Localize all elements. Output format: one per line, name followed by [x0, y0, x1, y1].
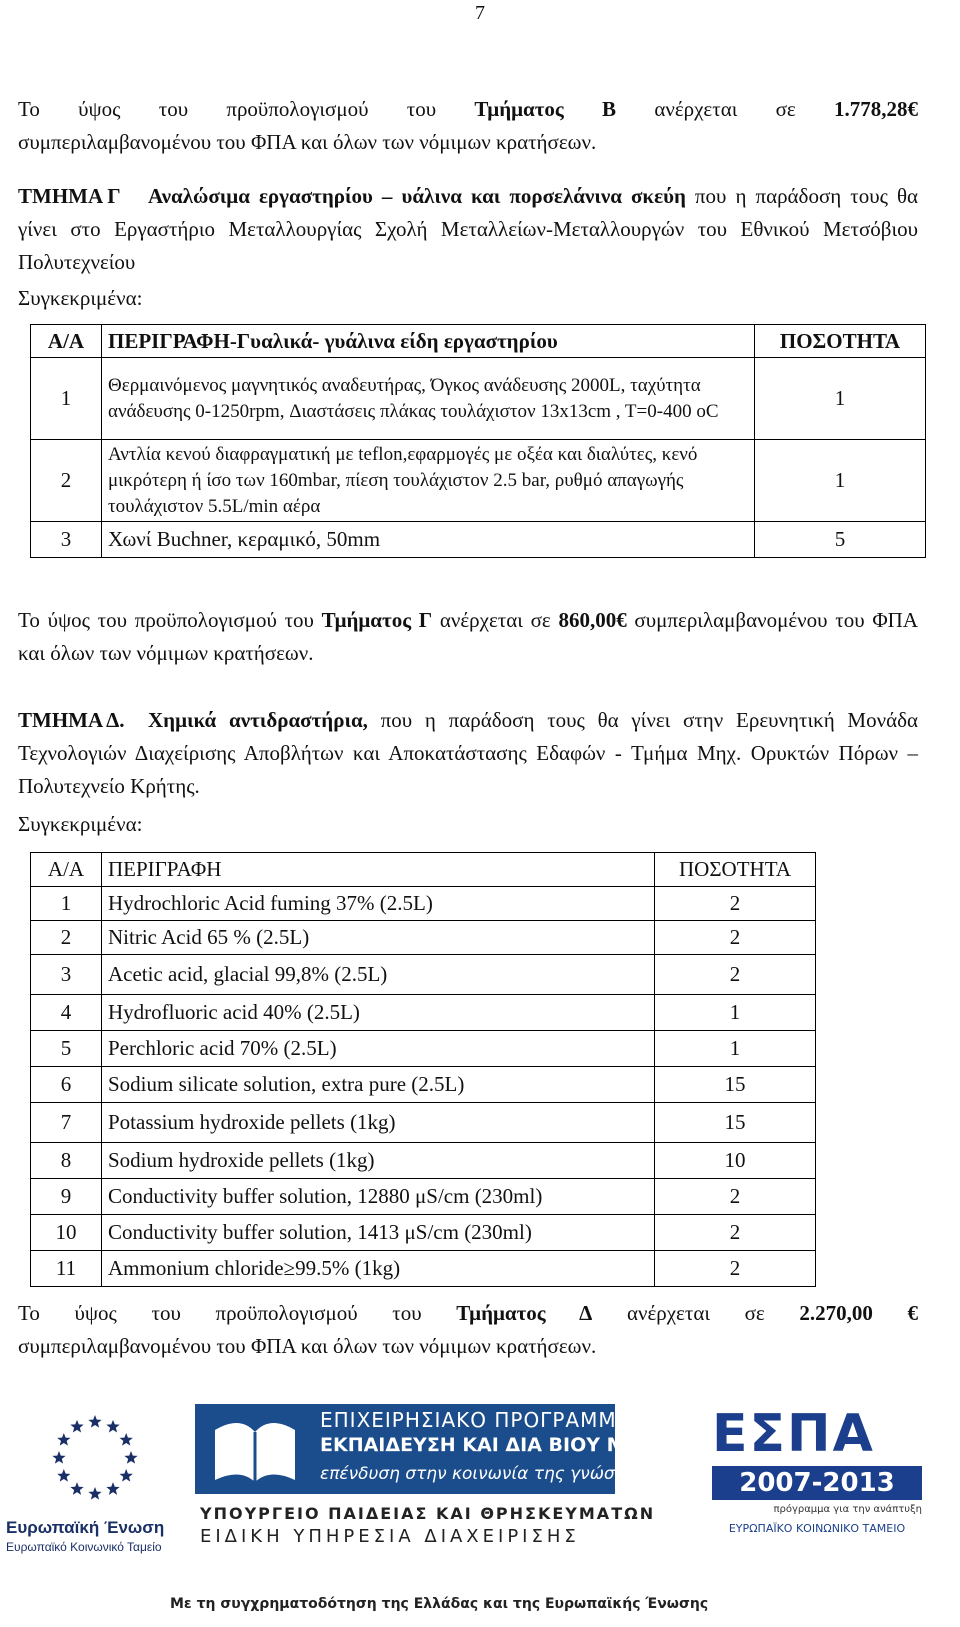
- table-row: [31, 995, 816, 1031]
- col-description: ΠΕΡΙΓΡΑΦΗ: [102, 853, 655, 887]
- section-g-label: ΤΜΗΜΑ Γ: [18, 184, 121, 208]
- row-description: Sodium hydroxide pellets (1kg): [102, 1143, 655, 1179]
- section-d-specifically: Συγκεκριμένα:: [18, 812, 143, 836]
- section-g-description: Αναλώσιμα εργαστηρίου – υάλινα και πορσελάνινα σκεύη που η παράδοση τους θα γίνει στο Εργαστήριο Μεταλλουργίας Σχολή Μεταλλείων-Μεταλλουργών του Εθνικού Μετσόβιου Πολυτεχνείου: [18, 184, 919, 274]
- table-row: [31, 1143, 816, 1179]
- eu-star-icon: [88, 1415, 101, 1428]
- op-line2: ΕΚΠΑΙΔΕΥΣΗ ΚΑΙ ΔΙΑ ΒΙΟΥ ΜΑΘΗΣΗ: [320, 1434, 702, 1456]
- eu-star-icon: [106, 1420, 119, 1433]
- row-quantity: 1: [655, 1031, 816, 1067]
- row-aa: 2: [31, 921, 102, 955]
- table-row: [31, 1251, 816, 1287]
- espa-years: 2007-2013: [712, 1466, 922, 1500]
- row-description: Χωνί Buchner, κεραμικό, 50mm: [102, 522, 755, 558]
- section-d-label: ΤΜΗΜΑ Δ.: [18, 708, 125, 732]
- row-quantity: 2: [655, 1251, 816, 1287]
- row-aa: 1: [31, 887, 102, 921]
- row-description: Nitric Acid 65 % (2.5L): [102, 921, 655, 955]
- row-description: Potassium hydroxide pellets (1kg): [102, 1103, 655, 1143]
- section-g-specifically: Συγκεκριμένα:: [18, 286, 143, 310]
- eu-star-icon: [120, 1469, 133, 1482]
- espa-logo: ΕΣΠΑ: [712, 1404, 875, 1464]
- table-row: [31, 358, 926, 440]
- row-quantity: 10: [655, 1143, 816, 1179]
- section-g-budget: Το ύψος του προϋπολογισμού του Τμήματος Γ ανέρχεται σε 860,00€ συμπεριλαμβανομένου του ΦΠΑ και όλων των νόμιμων κρατήσεων.: [18, 608, 918, 665]
- table-row: [31, 955, 816, 995]
- eu-star-icon: [70, 1420, 83, 1433]
- footer-logos: [0, 1400, 960, 1627]
- row-aa: 2: [31, 440, 102, 522]
- row-aa: 4: [31, 995, 102, 1031]
- eu-name: Ευρωπαϊκή Ένωση: [6, 1518, 165, 1537]
- book-icon: [205, 1410, 305, 1488]
- eu-flag-icon: [20, 1406, 170, 1511]
- section-d-header: [18, 704, 918, 804]
- row-quantity: 15: [655, 1103, 816, 1143]
- section-d-budget: [18, 1297, 918, 1363]
- row-aa: 1: [31, 358, 102, 440]
- row-quantity: 2: [655, 955, 816, 995]
- table-row: [31, 1067, 816, 1103]
- col-quantity: ΠΟΣΟΤΗΤΑ: [655, 853, 816, 887]
- eu-star-icon: [88, 1487, 101, 1500]
- section-d-table-body: [31, 887, 816, 1287]
- eu-fund: Ευρωπαϊκό Κοινωνικό Ταμείο: [6, 1540, 162, 1554]
- section-b-budget-line1: Το ύψος του προϋπολογισμού του Τμήματος Β ανέρχεται σε 1.778,28€: [18, 97, 918, 121]
- section-d-table: [30, 852, 816, 1287]
- row-description: Conductivity buffer solution, 1413 μS/cm (230ml): [102, 1215, 655, 1251]
- cofinance-note: Με τη συγχρηματοδότηση της Ελλάδας και της Ευρωπαϊκής Ένωσης: [170, 1596, 709, 1612]
- op-line3: επένδυση στην κοινωνία της γνώσης: [320, 1464, 636, 1484]
- eu-star-icon: [57, 1469, 70, 1482]
- eu-star-icon: [57, 1433, 70, 1446]
- op-line1: ΕΠΙΧΕΙΡΗΣΙΑΚΟ ΠΡΟΓΡΑΜΜΑ: [320, 1408, 632, 1432]
- row-description: Perchloric acid 70% (2.5L): [102, 1031, 655, 1067]
- ministry-name: ΥΠΟΥΡΓΕΙΟ ΠΑΙΔΕΙΑΣ ΚΑΙ ΘΡΗΣΚΕΥΜΑΤΩΝ: [200, 1504, 656, 1523]
- table-row: [31, 887, 816, 921]
- row-quantity: 2: [655, 1215, 816, 1251]
- table-row: [31, 1215, 816, 1251]
- table-header-row: [31, 853, 816, 887]
- table-row: [31, 440, 926, 522]
- row-aa: 10: [31, 1215, 102, 1251]
- row-description: Ammonium chloride≥99.5% (1kg): [102, 1251, 655, 1287]
- table-row: [31, 522, 926, 558]
- eu-star-icon: [106, 1482, 119, 1495]
- row-aa: 6: [31, 1067, 102, 1103]
- row-quantity: 2: [655, 887, 816, 921]
- row-quantity: 1: [655, 995, 816, 1031]
- row-description: Αντλία κενού διαφραγματική με teflon,εφαρμογές με οξέα και διαλύτες, κενό μικρότερη ή ίσο των 160mbar, πίεση τουλάχιστον 2.5 bar, ρυθμό απαγωγής τουλάχιστον 5.5L/min αέρα: [102, 440, 755, 522]
- row-description: Hydrochloric Acid fuming 37% (2.5L): [102, 887, 655, 921]
- eu-star-icon: [52, 1451, 65, 1464]
- eu-star-icon: [70, 1482, 83, 1495]
- espa-subtitle: πρόγραμμα για την ανάπτυξη: [773, 1504, 922, 1515]
- row-aa: 7: [31, 1103, 102, 1143]
- section-g-header: [18, 180, 918, 280]
- section-b-budget-line2: συμπεριλαμβανομένου του ΦΠΑ και όλων των νόμιμων κρατήσεων.: [18, 130, 597, 154]
- col-description: ΠΕΡΙΓΡΑΦΗ-Γυαλικά- γυάλινα είδη εργαστηρίου: [102, 325, 755, 358]
- row-description: Sodium silicate solution, extra pure (2.5L): [102, 1067, 655, 1103]
- col-quantity: ΠΟΣΟΤΗΤΑ: [755, 325, 926, 358]
- section-b-budget: [18, 93, 918, 159]
- row-quantity: 15: [655, 1067, 816, 1103]
- eu-star-icon: [124, 1451, 137, 1464]
- table-row: [31, 1103, 816, 1143]
- table-row: [31, 1031, 816, 1067]
- section-d-budget-line1: Το ύψος του προϋπολογισμού του Τμήματος Δ ανέρχεται σε 2.270,00 €: [18, 1301, 919, 1325]
- row-description: Acetic acid, glacial 99,8% (2.5L): [102, 955, 655, 995]
- row-quantity: 1: [755, 440, 926, 522]
- section-g-table: [30, 324, 926, 558]
- page-number: 7: [475, 2, 485, 24]
- section-d-budget-line2: συμπεριλαμβανομένου του ΦΠΑ και όλων των νόμιμων κρατήσεων.: [18, 1334, 597, 1358]
- espa-fund: ΕΥΡΩΠΑΪΚΟ ΚΟΙΝΩΝΙΚΟ ΤΑΜΕΙΟ: [728, 1522, 906, 1535]
- table-row: [31, 921, 816, 955]
- eu-star-icon: [120, 1433, 133, 1446]
- row-quantity: 5: [755, 522, 926, 558]
- col-aa: Α/Α: [31, 853, 102, 887]
- section-d-description: Χημικά αντιδραστήρια, που η παράδοση τους θα γίνει στην Ερευνητική Μονάδα Τεχνολογιών Διαχείρισης Αποβλήτων και Αποκατάστασης Εδαφών - Τμήμα Μηχ. Ορυκτών Πόρων – Πολυτεχνείο Κρήτης.: [18, 708, 918, 798]
- row-aa: 5: [31, 1031, 102, 1067]
- row-description: Conductivity buffer solution, 12880 μS/cm (230ml): [102, 1179, 655, 1215]
- row-aa: 11: [31, 1251, 102, 1287]
- row-quantity: 1: [755, 358, 926, 440]
- row-quantity: 2: [655, 1179, 816, 1215]
- row-description: Θερμαινόμενος μαγνητικός αναδευτήρας, Όγκος ανάδευσης 2000L, ταχύτητα ανάδευσης 0-1250rpm, Διαστάσεις πλάκας τουλάχιστον 13x13cm , T=0-400 oC: [102, 358, 755, 440]
- row-quantity: 2: [655, 921, 816, 955]
- row-description: Hydrofluoric acid 40% (2.5L): [102, 995, 655, 1031]
- table-header-row: [31, 325, 926, 358]
- row-aa: 8: [31, 1143, 102, 1179]
- col-aa: Α/Α: [31, 325, 102, 358]
- authority-name: ΕΙΔΙΚΗ ΥΠΗΡΕΣΙΑ ΔΙΑΧΕΙΡΙΣΗΣ: [200, 1526, 580, 1547]
- table-row: [31, 1179, 816, 1215]
- row-aa: 9: [31, 1179, 102, 1215]
- row-aa: 3: [31, 955, 102, 995]
- row-aa: 3: [31, 522, 102, 558]
